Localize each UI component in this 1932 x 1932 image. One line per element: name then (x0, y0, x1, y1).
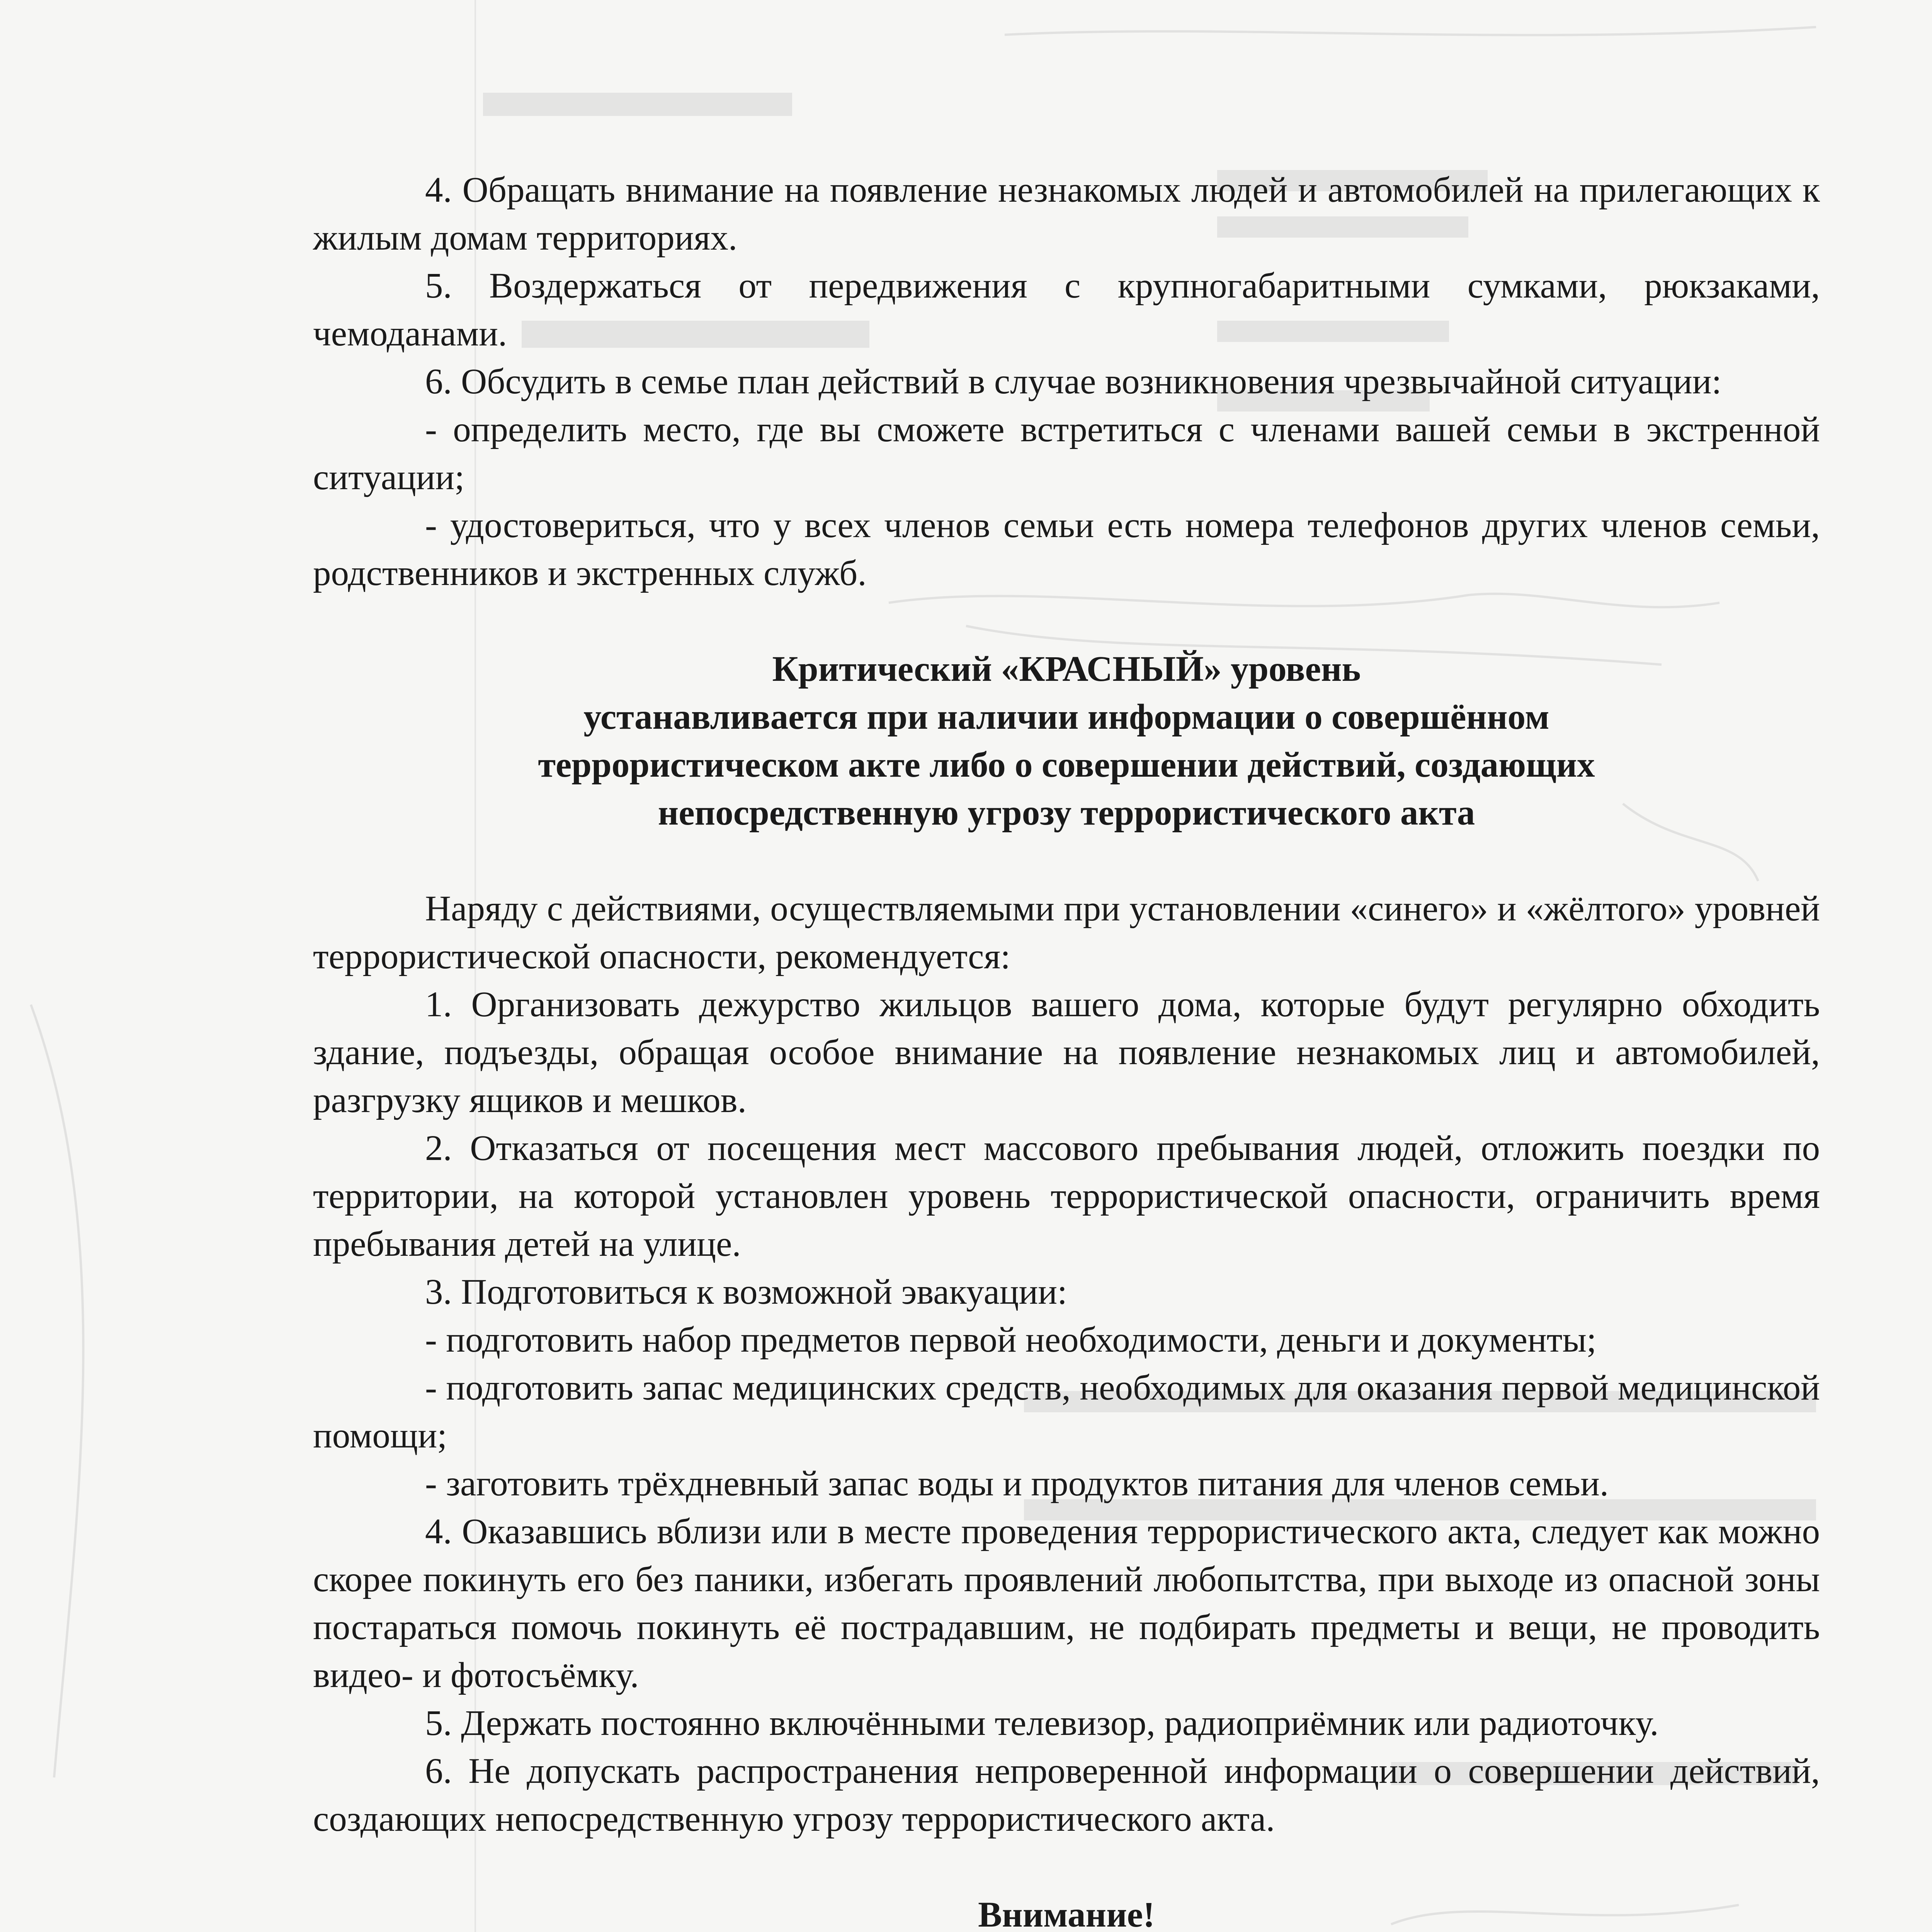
paragraph: 5. Держать постоянно включёнными телевизор, радиоприёмник или радиоточку. (425, 1703, 1659, 1743)
paragraph: Наряду с действиями, осуществляемыми при установлении «синего» и «жёлтого» уровней террористической опасности, рекомендуется: (313, 889, 1820, 976)
paragraph: 2. Отказаться от посещения мест массового пребывания людей, отложить поездки по территории, на которой установлен уровень террористической опасности, ограничить время пребывания детей на улице. (313, 1128, 1820, 1264)
paragraph: - определить место, где вы сможете встретиться с членами вашей семьи в экстренной ситуации; (313, 410, 1820, 497)
paragraph: - заготовить трёхдневный запас воды и продуктов питания для членов семьи. (425, 1464, 1609, 1503)
attention-title: Внимание! (978, 1895, 1155, 1932)
spacer (313, 837, 1820, 885)
red-level-subtitle: непосредственную угрозу террористического акта (658, 793, 1475, 833)
red-level-title: Критический «КРАСНЫЙ» уровень (772, 649, 1361, 689)
spacer (313, 1843, 1820, 1891)
paragraph: - удостовериться, что у всех членов семьи есть номера телефонов других членов семьи, родственников и экстренных служб. (313, 505, 1820, 593)
paragraph: - подготовить запас медицинских средств, необходимых для оказания первой медицинской помощи; (313, 1368, 1820, 1456)
paragraph: 5. Воздержаться от передвижения с крупногабаритными сумками, рюкзаками, чемоданами. (313, 266, 1820, 354)
paragraph: - подготовить набор предметов первой необходимости, деньги и документы; (425, 1320, 1597, 1360)
paragraph: 3. Подготовиться к возможной эвакуации: (425, 1272, 1068, 1312)
red-level-subtitle: террористическом акте либо о совершении действий, создающих (538, 745, 1595, 785)
paragraph: 4. Обращать внимание на появление незнакомых людей и автомобилей на прилегающих к жилым домам территориях. (313, 170, 1820, 258)
paragraph: 4. Оказавшись вблизи или в месте проведения террористического акта, следует как можно скорее покинуть его без паники, избегать проявлений любопытства, при выходе из опасной зоны постараться помочь покинуть её пострадавшим, не подбирать предметы и вещи, не проводить видео- и фотосъёмку. (313, 1512, 1820, 1695)
paragraph: 6. Не допускать распространения непроверенной информации о совершении действий, создающих непосредственную угрозу террористического акта. (313, 1751, 1820, 1839)
paragraph: 6. Обсудить в семье план действий в случае возникновения чрезвычайной ситуации: (425, 362, 1722, 401)
paragraph: 1. Организовать дежурство жильцов вашего дома, которые будут регулярно обходить здание, подъезды, обращая особое внимание на появление незнакомых лиц и автомобилей, разгрузку ящиков и мешков. (313, 985, 1820, 1120)
document-body (313, 166, 1820, 1932)
red-level-subtitle: устанавливается при наличии информации о совершённом (583, 697, 1549, 737)
spacer (313, 597, 1820, 645)
